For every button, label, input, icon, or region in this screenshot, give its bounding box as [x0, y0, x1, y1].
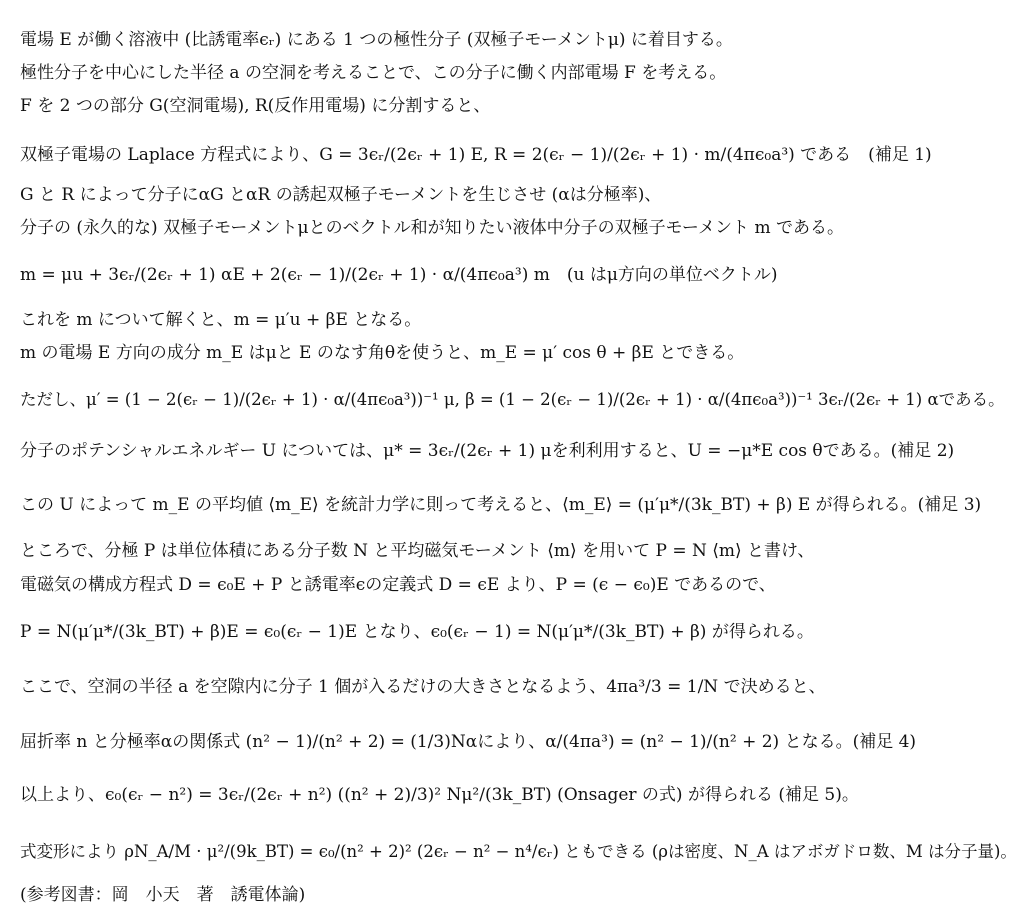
text-line-6: 分子の (永久的な) 双極子モーメントμとのベクトル和が知りたい液体中分子の双極子モーメント m である。: [20, 218, 844, 238]
text-line-15: P = N(μ′μ*/(3k_BT) + β)E = ϵ₀(ϵᵣ − 1)E となり、ϵ₀(ϵᵣ − 1) = N(μ′μ*/(3k_BT) + β) が得られる。: [20, 622, 814, 642]
text-line-19: 式変形により ρN_A/M · μ²/(9k_BT) = ϵ₀/(n² + 2)² (2ϵᵣ − n² − n⁴/ϵᵣ) ともできる (ρは密度、N_A はアボガドロ数、M は分子量)。: [20, 842, 1017, 861]
text-line-8: これを m について解くと、m = μ′u + βE となる。: [20, 310, 422, 330]
text-line-18: 以上より、ϵ₀(ϵᵣ − n²) = 3ϵᵣ/(2ϵᵣ + n²) ((n² + 2)/3)² Nμ²/(3k_BT) (Onsager の式) が得られる (補足 5)。: [20, 785, 859, 805]
text-line-16: ここで、空洞の半径 a を空隙内に分子 1 個が入るだけの大きさとなるよう、4πa³/3 = 1/N で決めると、: [20, 677, 826, 697]
text-line-4: 双極子電場の Laplace 方程式により、G = 3ϵᵣ/(2ϵᵣ + 1) E, R = 2(ϵᵣ − 1)/(2ϵᵣ + 1) · m/(4πϵ₀a³) である (補足 1): [20, 145, 932, 165]
text-line-2: 極性分子を中心にした半径 a の空洞を考えることで、この分子に働く内部電場 F を考える。: [20, 63, 727, 83]
text-line-17: 屈折率 n と分極率αの関係式 (n² − 1)/(n² + 2) = (1/3)Nαにより、α/(4πa³) = (n² − 1)/(n² + 2) となる。(補足 4): [20, 732, 917, 752]
text-line-3: F を 2 つの部分 G(空洞電場), R(反作用電場) に分割すると、: [20, 96, 491, 116]
text-line-1: 電場 E が働く溶液中 (比誘電率ϵᵣ) にある 1 つの極性分子 (双極子モーメントμ) に着目する。: [20, 30, 733, 50]
text-line-20: (参考図書：岡 小天 著 誘電体論): [20, 885, 306, 905]
text-line-13: ところで、分極 P は単位体積にある分子数 N と平均磁気モーメント ⟨m⟩ を用いて P = N ⟨m⟩ と書け、: [20, 541, 815, 561]
text-line-11: 分子のポテンシャルエネルギー U については、μ* = 3ϵᵣ/(2ϵᵣ + 1) μを利利用すると、U = −μ*E cos θである。(補足 2): [20, 441, 955, 461]
text-line-12: この U によって m_E の平均値 ⟨m_E⟩ を統計力学に則って考えると、⟨m_E⟩ = (μ′μ*/(3k_BT) + β) E が得られる。(補足 3): [20, 495, 982, 515]
text-line-14: 電磁気の構成方程式 D = ϵ₀E + P と誘電率ϵの定義式 D = ϵE より、P = (ϵ − ϵ₀)E であるので、: [20, 575, 776, 595]
text-line-5: G と R によって分子にαG とαR の誘起双極子モーメントを生じさせ (αは分極率)、: [20, 185, 662, 205]
text-line-9: m の電場 E 方向の成分 m_E はμと E のなす角θを使うと、m_E = μ′ cos θ + βE とできる。: [20, 343, 745, 363]
text-line-7: m = μu + 3ϵᵣ/(2ϵᵣ + 1) αE + 2(ϵᵣ − 1)/(2ϵᵣ + 1) · α/(4πϵ₀a³) m (u はμ方向の単位ベクトル): [20, 265, 778, 285]
text-line-10: ただし、μ′ = (1 − 2(ϵᵣ − 1)/(2ϵᵣ + 1) · α/(4πϵ₀a³))⁻¹ μ, β = (1 − 2(ϵᵣ − 1)/(2ϵᵣ + 1) · α/(4πϵ₀a³))⁻¹ 3ϵᵣ/(2ϵᵣ + 1) αである。: [20, 390, 1005, 409]
